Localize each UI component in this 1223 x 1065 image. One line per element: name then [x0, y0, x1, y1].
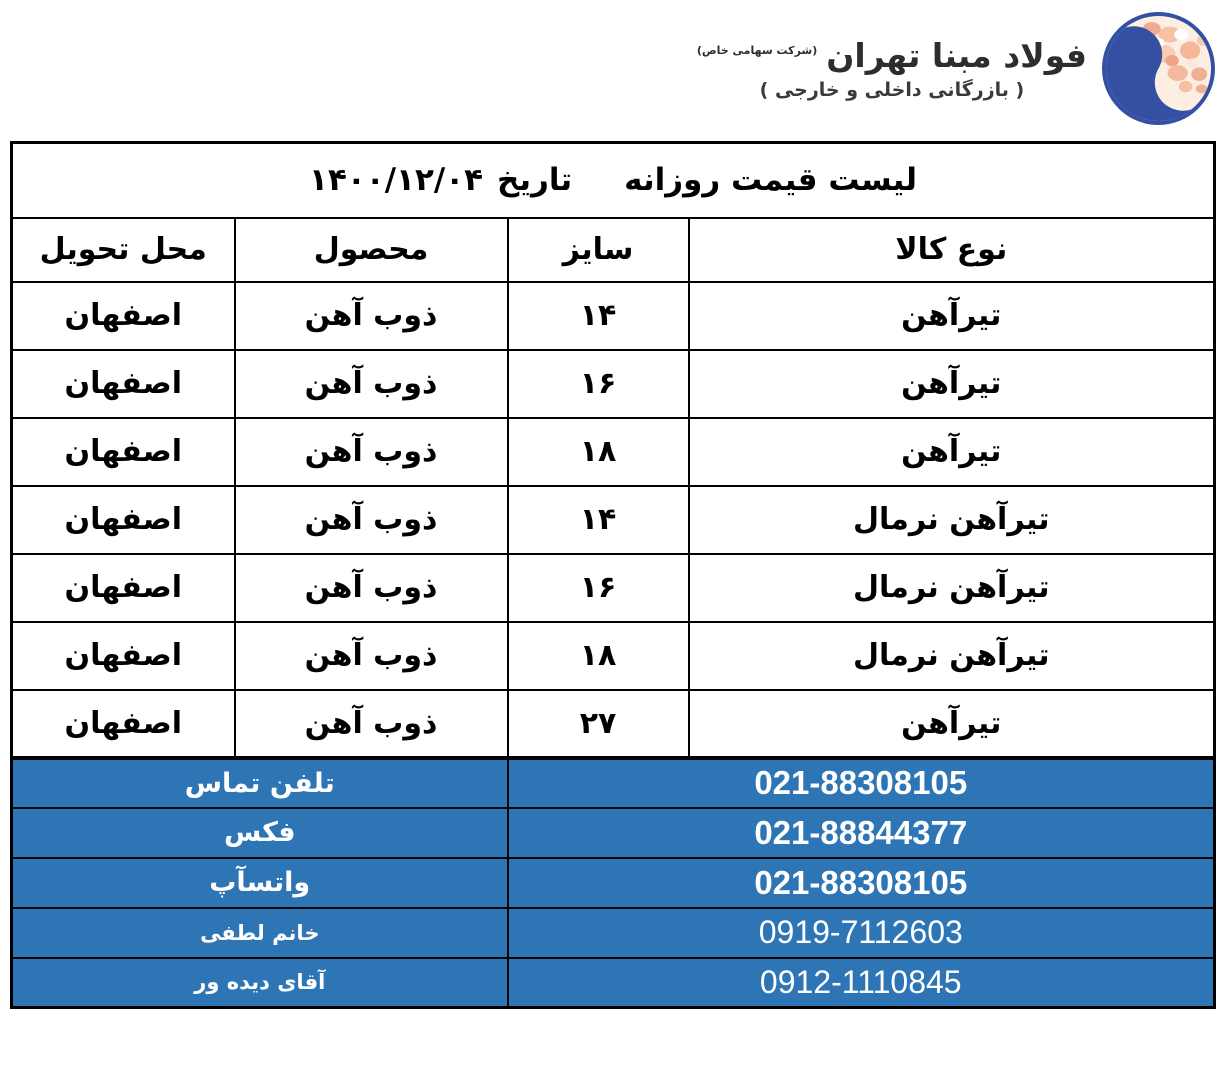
contact-row-person-2: [12, 958, 1215, 1008]
cell-delivery: اصفهان: [12, 418, 235, 486]
cell-type: تیرآهن نرمال: [689, 622, 1215, 690]
contact-fax-value: 021-88844377: [508, 808, 1215, 858]
table-row: [12, 554, 1215, 622]
cell-type: تیرآهن: [689, 282, 1215, 350]
cell-type: تیرآهن: [689, 418, 1215, 486]
cell-delivery: اصفهان: [12, 554, 235, 622]
date-value: ۱۴۰۰/۱۲/۰۴: [309, 162, 484, 199]
company-type: (شرکت سهامی خاص): [696, 44, 818, 57]
col-header-size: سایز: [508, 218, 689, 282]
company-name: فولاد مبنا تهران: [826, 36, 1087, 75]
contact-person-2-label: آقای دیده ور: [12, 958, 508, 1008]
contact-row-person-1: [12, 908, 1215, 958]
cell-size: ۱۶: [508, 350, 689, 418]
table-row: [12, 622, 1215, 690]
table-title-row: [12, 143, 1215, 218]
cell-delivery: اصفهان: [12, 350, 235, 418]
cell-delivery: اصفهان: [12, 282, 235, 350]
company-logo-icon: [1100, 12, 1217, 125]
cell-size: ۱۸: [508, 622, 689, 690]
contact-fax-label: فکس: [12, 808, 508, 858]
contact-row-phone: [12, 758, 1215, 808]
table-row: [12, 690, 1215, 758]
col-header-product: محصول: [235, 218, 508, 282]
cell-delivery: اصفهان: [12, 690, 235, 758]
cell-delivery: اصفهان: [12, 486, 235, 554]
brand-text: [697, 36, 1087, 101]
cell-type: تیرآهن: [689, 350, 1215, 418]
contact-row-fax: [12, 808, 1215, 858]
contact-phone-value: 021-88308105: [508, 758, 1215, 808]
contact-person-1-label: خانم لطفی: [12, 908, 508, 958]
cell-product: ذوب آهن: [235, 622, 508, 690]
price-table: [10, 141, 1216, 1009]
col-header-type: نوع کالا: [689, 218, 1215, 282]
cell-type: تیرآهن: [689, 690, 1215, 758]
cell-product: ذوب آهن: [235, 690, 508, 758]
cell-product: ذوب آهن: [235, 486, 508, 554]
table-row: [12, 486, 1215, 554]
cell-product: ذوب آهن: [235, 350, 508, 418]
cell-size: ۱۴: [508, 486, 689, 554]
cell-type: تیرآهن نرمال: [689, 486, 1215, 554]
date-label: تاریخ: [497, 162, 573, 199]
table-row: [12, 282, 1215, 350]
cell-product: ذوب آهن: [235, 418, 508, 486]
cell-product: ذوب آهن: [235, 282, 508, 350]
contact-person-2-value: 0912-1110845: [508, 958, 1215, 1008]
brand-header: [697, 12, 1217, 125]
table-row: [12, 418, 1215, 486]
cell-size: ۱۸: [508, 418, 689, 486]
cell-size: ۱۴: [508, 282, 689, 350]
cell-delivery: اصفهان: [12, 622, 235, 690]
contact-whatsapp-label: واتسآپ: [12, 858, 508, 908]
col-header-delivery: محل تحویل: [12, 218, 235, 282]
table-title: لیست قیمت روزانه: [624, 162, 917, 199]
contact-phone-label: تلفن تماس: [12, 758, 508, 808]
contact-row-whatsapp: [12, 858, 1215, 908]
company-subtitle: ( بازرگانی داخلی و خارجی ): [759, 79, 1025, 101]
contact-person-1-value: 0919-7112603: [508, 908, 1215, 958]
table-row: [12, 350, 1215, 418]
cell-size: ۱۶: [508, 554, 689, 622]
cell-size: ۲۷: [508, 690, 689, 758]
cell-product: ذوب آهن: [235, 554, 508, 622]
cell-type: تیرآهن نرمال: [689, 554, 1215, 622]
table-header-row: [12, 218, 1215, 282]
contact-whatsapp-value: 021-88308105: [508, 858, 1215, 908]
